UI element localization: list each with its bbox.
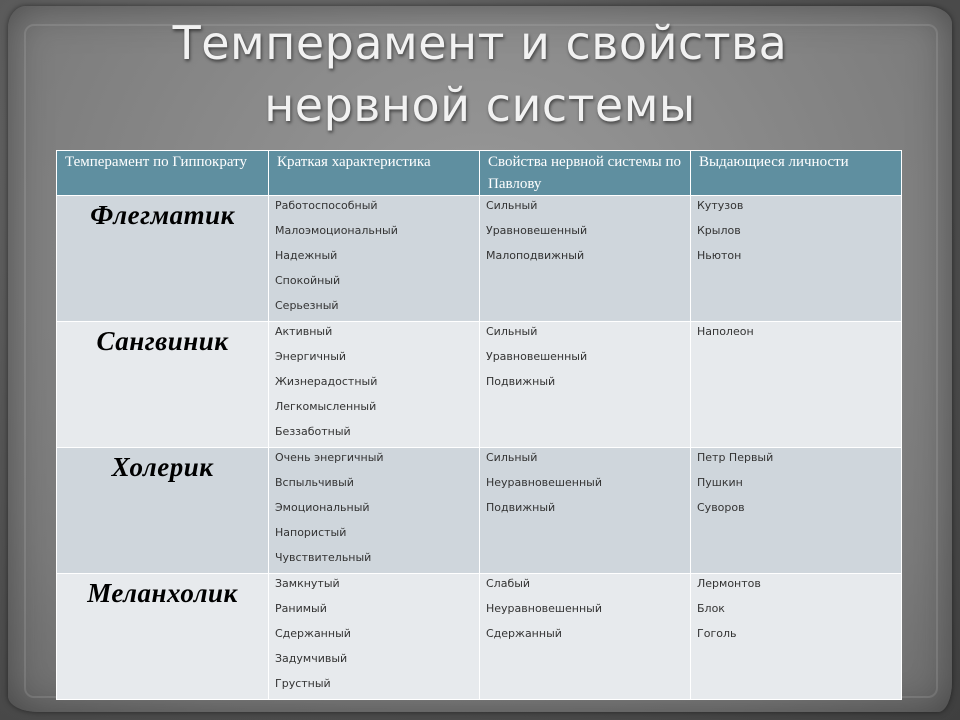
temperament-name: Сангвиник <box>96 326 229 356</box>
slide-title-line-1: Темперамент и свойства <box>172 16 788 70</box>
trait-item: Надежный <box>275 249 338 262</box>
property-item: Слабый <box>486 577 531 590</box>
property-item: Сдержанный <box>486 627 562 640</box>
property-item: Малоподвижный <box>486 249 585 262</box>
trait-item: Энергичный <box>275 350 347 363</box>
temperament-cell <box>57 322 269 448</box>
nervous-properties-cell <box>480 196 691 322</box>
property-item: Сильный <box>486 199 538 212</box>
header-famous-people: Выдающиеся личности <box>691 151 902 196</box>
table-row <box>57 574 902 700</box>
person-item: Наполеон <box>697 325 754 338</box>
property-item: Подвижный <box>486 501 556 514</box>
header-nervous-properties: Свойства нервной системы по Павлову <box>480 151 691 196</box>
temperament-name: Холерик <box>111 452 214 482</box>
table-row <box>57 448 902 574</box>
table-header-row <box>57 151 902 196</box>
trait-item: Замкнутый <box>275 577 340 590</box>
famous-people-cell <box>691 448 902 574</box>
trait-item: Эмоциональный <box>275 501 370 514</box>
trait-item: Очень энергичный <box>275 451 384 464</box>
person-item: Кутузов <box>697 199 744 212</box>
person-item: Лермонтов <box>697 577 761 590</box>
table-row <box>57 322 902 448</box>
table-body <box>57 196 902 700</box>
slide-title-line-2: нервной системы <box>264 78 696 132</box>
trait-item: Серьезный <box>275 299 339 312</box>
property-item: Неуравновешенный <box>486 602 602 615</box>
person-item: Гоголь <box>697 627 737 640</box>
property-item: Сильный <box>486 325 538 338</box>
property-item: Уравновешенный <box>486 350 588 363</box>
trait-item: Задумчивый <box>275 652 348 665</box>
characteristics-cell <box>269 322 480 448</box>
property-item: Подвижный <box>486 375 556 388</box>
property-item: Сильный <box>486 451 538 464</box>
person-item: Пушкин <box>697 476 743 489</box>
trait-item: Грустный <box>275 677 331 690</box>
nervous-properties-cell <box>480 322 691 448</box>
characteristics-cell <box>269 574 480 700</box>
trait-item: Чувствительный <box>275 551 372 564</box>
trait-item: Вспыльчивый <box>275 476 354 489</box>
trait-item: Жизнерадостный <box>275 375 378 388</box>
characteristics-cell <box>269 196 480 322</box>
temperament-cell <box>57 448 269 574</box>
nervous-properties-cell <box>480 574 691 700</box>
trait-item: Беззаботный <box>275 425 351 438</box>
property-item: Неуравновешенный <box>486 476 602 489</box>
characteristics-cell <box>269 448 480 574</box>
header-characteristics: Краткая характеристика <box>269 151 480 196</box>
trait-item: Малоэмоциональный <box>275 224 398 237</box>
person-item: Ньютон <box>697 249 742 262</box>
trait-item: Спокойный <box>275 274 341 287</box>
trait-item: Напористый <box>275 526 347 539</box>
header-temperament: Темперамент по Гиппократу <box>57 151 269 196</box>
property-item: Уравновешенный <box>486 224 588 237</box>
person-item: Суворов <box>697 501 745 514</box>
trait-item: Легкомысленный <box>275 400 377 413</box>
temperament-table <box>56 150 902 700</box>
trait-item: Работоспособный <box>275 199 378 212</box>
famous-people-cell <box>691 322 902 448</box>
nervous-properties-cell <box>480 448 691 574</box>
trait-item: Активный <box>275 325 333 338</box>
table-row <box>57 196 902 322</box>
temperament-name: Флегматик <box>90 200 235 230</box>
temperament-cell <box>57 196 269 322</box>
trait-item: Ранимый <box>275 602 327 615</box>
trait-item: Сдержанный <box>275 627 351 640</box>
person-item: Петр Первый <box>697 451 774 464</box>
famous-people-cell <box>691 574 902 700</box>
person-item: Блок <box>697 602 725 615</box>
temperament-name: Меланхолик <box>87 578 238 608</box>
famous-people-cell <box>691 196 902 322</box>
temperament-cell <box>57 574 269 700</box>
person-item: Крылов <box>697 224 741 237</box>
